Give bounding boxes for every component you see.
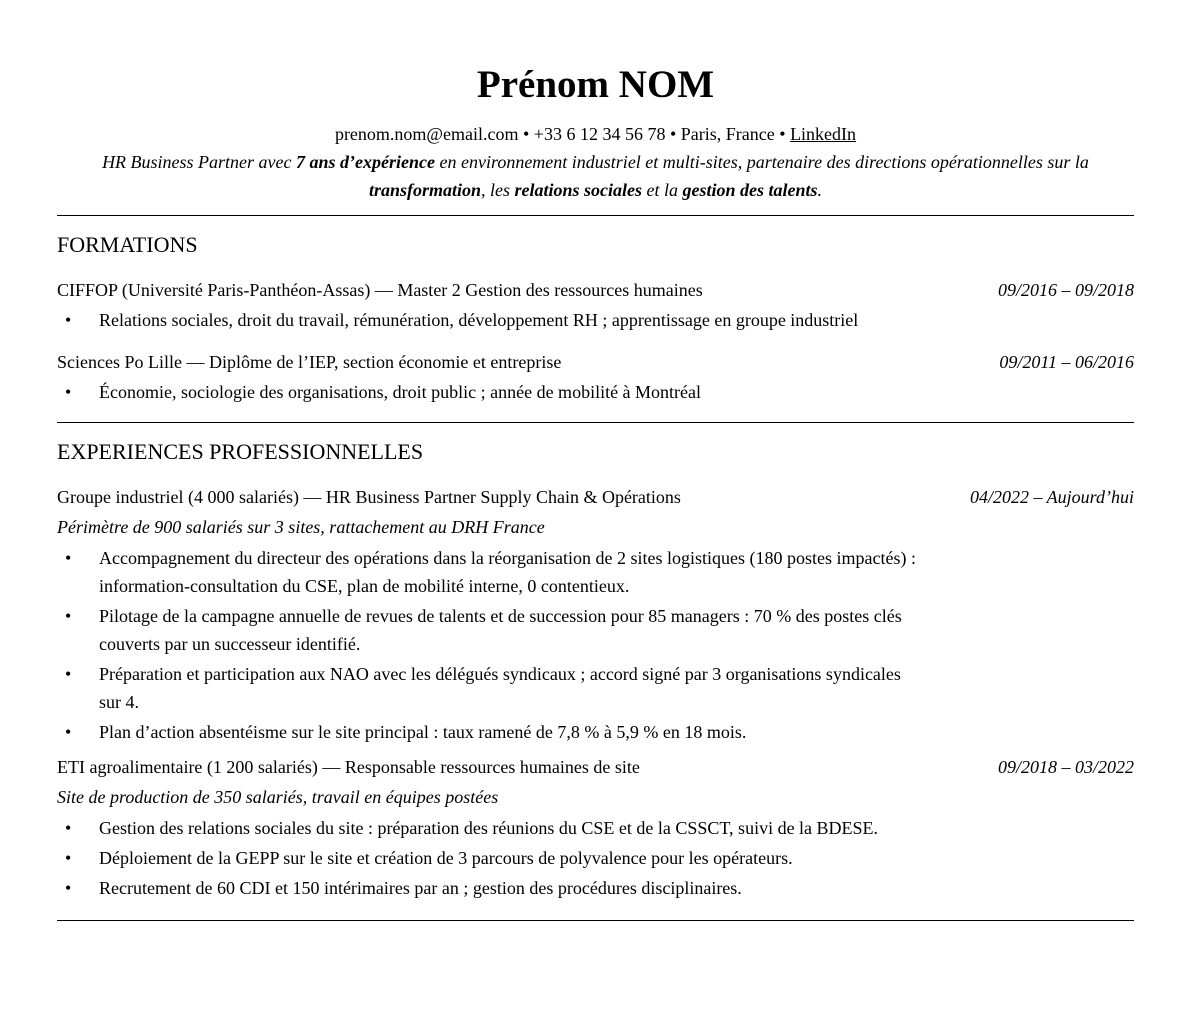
bullet-text: Préparation et participation aux NAO avec les délégués syndicaux ; accord signé par 3 organisations syndicales sur 4. [99,664,901,712]
entry-heading: Sciences Po Lille — Diplôme de l’IEP, section économie et entreprise [57,352,562,372]
section-divider [57,422,1134,423]
entry-heading: Groupe industriel (4 000 salariés) — HR Business Partner Supply Chain & Opérations [57,487,681,507]
list-item [57,718,919,746]
entry-date: 09/2016 – 09/2018 [997,280,1134,300]
entry-subtitle: Site de production de 350 salariés, travail en équipes postées [57,787,499,807]
bullet-icon: • [65,818,72,838]
location-text: Paris, France [680,124,775,144]
linkedin-link[interactable]: LinkedIn [790,124,857,144]
list-item [57,844,1134,872]
summary-highlight-talents: gestion des talents [682,180,818,200]
entry-bullets [57,544,1134,746]
section-divider [57,920,1134,921]
list-item [57,306,1134,334]
bullet-icon: • [65,722,72,742]
contact-line [57,121,1134,147]
bullet-text: Plan d’action absentéisme sur le site principal : taux ramené de 7,8 % à 5,9 % en 18 mois. [99,722,747,742]
section-title-experiences: EXPERIENCES PROFESSIONNELLES [57,439,424,464]
experiences-section [57,438,1134,902]
entry-heading: ETI agroalimentaire (1 200 salariés) — Responsable ressources humaines de site [57,757,640,777]
summary-text: , les [481,180,515,200]
bullet-text: Économie, sociologie des organisations, droit public ; année de mobilité à Montréal [99,382,702,402]
entry-date: 09/2011 – 06/2016 [999,352,1134,372]
entry-date: 09/2018 – 03/2022 [997,757,1134,777]
contact-separator: • [774,124,791,144]
entry-bullets [57,306,1134,334]
bullet-text: Gestion des relations sociales du site : préparation des réunions du CSE et de la CSSCT, suivi de la BDESE. [99,818,879,838]
bullet-icon: • [65,848,72,868]
bullet-icon: • [65,606,72,626]
summary-highlight-relations: relations sociales [514,180,643,200]
entry-bullets [57,378,1134,406]
entry-header [57,277,1134,303]
summary-text: HR Business Partner avec [102,152,297,172]
formation-entry [57,349,1134,406]
bullet-text: Recrutement de 60 CDI et 150 intérimaires par an ; gestion des procédures disciplinaires. [99,878,742,898]
bullet-text: Pilotage de la campagne annuelle de revues de talents et de succession pour 85 managers : 70 % des postes clés couverts par un successeur identifié. [99,606,902,654]
entry-subtitle: Périmètre de 900 salariés sur 3 sites, rattachement au DRH France [57,517,545,537]
formations-section [57,231,1134,406]
bullet-icon: • [65,310,72,330]
candidate-name: Prénom NOM [476,63,715,106]
formation-entry [57,277,1134,334]
entry-heading: CIFFOP (Université Paris-Panthéon-Assas) — Master 2 Gestion des ressources humaines [57,280,703,300]
profile-summary [57,148,1134,204]
list-item [57,544,919,600]
experience-entry [57,484,1134,746]
bullet-icon: • [65,548,72,568]
entry-date: 04/2022 – Aujourd’hui [969,487,1134,507]
experience-entry [57,754,1134,902]
summary-text: . [817,180,823,200]
bullet-text: Relations sociales, droit du travail, rémunération, développement RH ; apprentissage en groupe industriel [99,310,859,330]
section-title-formations: FORMATIONS [57,232,198,257]
list-item [57,660,919,716]
summary-highlight-transformation: transformation [368,180,481,200]
bullet-icon: • [65,382,72,402]
list-item [57,874,1134,902]
bullet-text: Accompagnement du directeur des opérations dans la réorganisation de 2 sites logistiques (180 postes impactés) : information-consultation du CSE, plan de mobilité interne, 0 contentieux. [99,548,916,596]
entry-header [57,484,1134,510]
resume-page [0,62,1191,1015]
contact-separator: • [665,124,681,144]
entry-header [57,349,1134,375]
entry-bullets [57,814,1134,902]
bullet-text: Déploiement de la GEPP sur le site et création de 3 parcours de polyvalence pour les opérateurs. [99,848,793,868]
phone-text: +33 6 12 34 56 78 [533,124,666,144]
email-text: prenom.nom@email.com [334,124,519,144]
list-item [57,814,1134,842]
summary-text: et la [642,180,683,200]
summary-highlight-experience: 7 ans d’expérience [296,152,436,172]
contact-separator: • [518,124,534,144]
section-divider [57,215,1134,216]
list-item [57,602,919,658]
summary-text: en environnement industriel et multi-sites, partenaire des directions opérationnelles sur la [435,152,1089,172]
bullet-icon: • [65,664,72,684]
bullet-icon: • [65,878,72,898]
list-item [57,378,1134,406]
entry-header [57,754,1134,780]
